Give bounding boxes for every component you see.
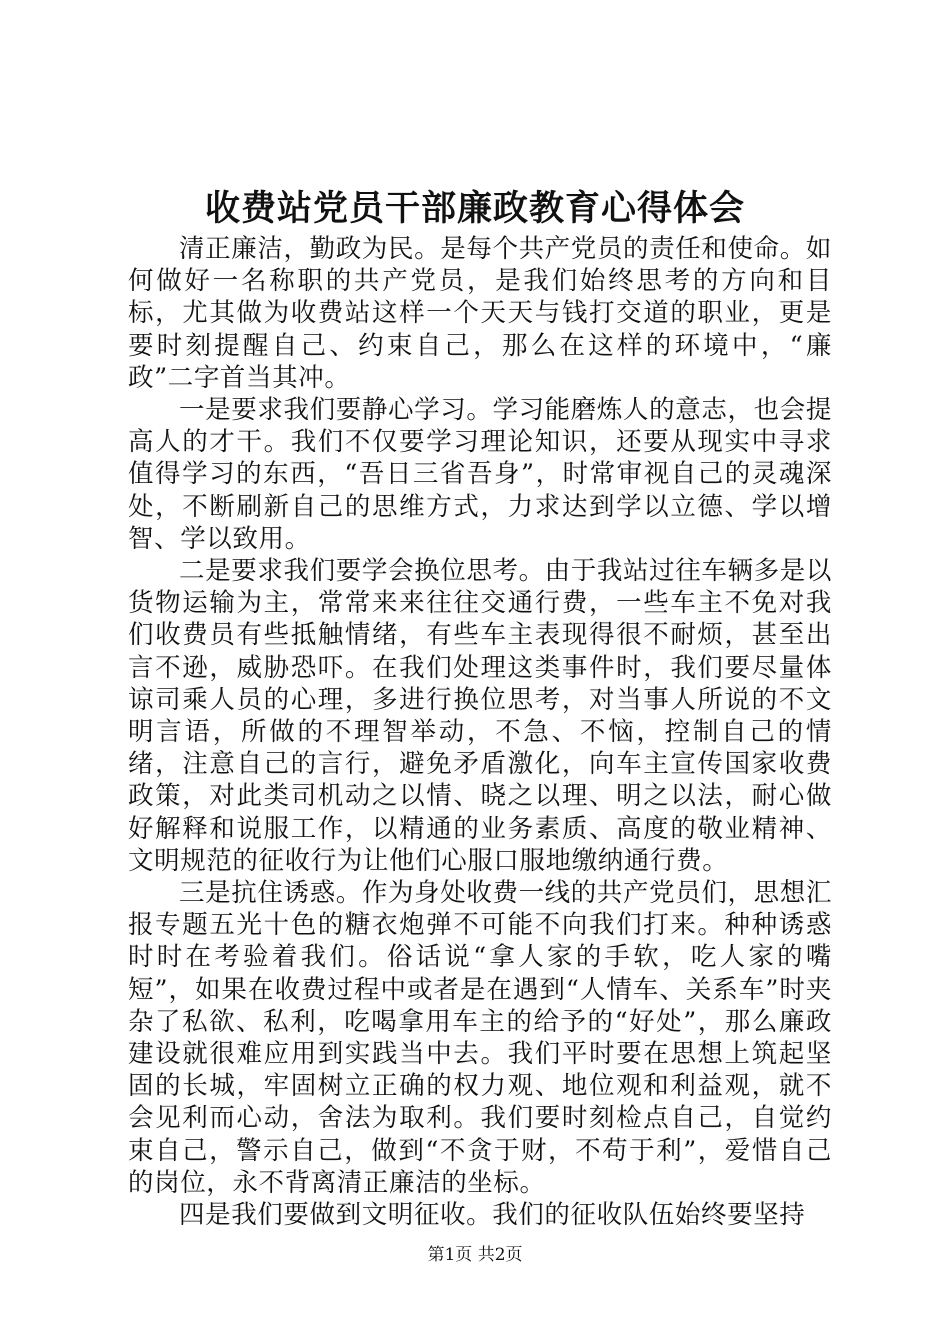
paragraph-intro: 清正廉洁，勤政为民。是每个共产党员的责任和使命。如何做好一名称职的共产党员，是我们始终思考的方向和目标，尤其做为收费站这样一个天天与钱打交道的职业，更是要时刻提醒自己、约束自己，那么在这样的环境中，“廉政”二字首当其冲。 <box>128 234 832 393</box>
paragraph-point-one: 一是要求我们要静心学习。学习能磨炼人的意志，也会提高人的才干。我们不仅要学习理论知识，还要从现实中寻求值得学习的东西，“吾日三省吾身”，时常审视自己的灵魂深处，不断刷新自己的思维方式，力求达到学以立德、学以增智、学以致用。 <box>128 395 832 554</box>
paragraph-point-two: 二是要求我们要学会换位思考。由于我站过往车辆多是以货物运输为主，常常来来往往交通行费，一些车主不免对我们收费员有些抵触情绪，有些车主表现得很不耐烦，甚至出言不逊，威胁恐吓。在我们处理这类事件时，我们要尽量体谅司乘人员的心理，多进行换位思考，对当事人所说的不文明言语，所做的不理智举动，不急、不恼，控制自己的情绪，注意自己的言行，避免矛盾激化，向车主宣传国家收费政策，对此类司机动之以情、晓之以理、明之以法，耐心做好解释和说服工作，以精通的业务素质、高度的敬业精神、文明规范的征收行为让他们心服口服地缴纳通行费。 <box>128 556 832 876</box>
page-number-footer: 第1页 共2页 <box>427 1245 523 1265</box>
document-title: 收费站党员干部廉政教育心得体会 <box>204 188 745 229</box>
paragraph-point-three: 三是抗住诱惑。作为身处收费一线的共产党员们，思想汇报专题五光十色的糖衣炮弹不可能不向我们打来。种种诱惑时时在考验着我们。俗话说“拿人家的手软，吃人家的嘴短”，如果在收费过程中或者是在遇到“人情车、关系车”时夹杂了私欲、私利，吃喝拿用车主的给予的“好处”，那么廉政建设就很难应用到实践当中去。我们平时要在思想上筑起坚固的长城，牢固树立正确的权力观、地位观和利益观，就不会见利而心动，舍法为取利。我们要时刻检点自己，自觉约束自己，警示自己，做到“不贪于财，不苟于利”，爱惜自己的岗位，永不背离清正廉洁的坐标。 <box>128 878 832 1198</box>
paragraph-point-four: 四是我们要做到文明征收。我们的征收队伍始终要坚持 <box>179 1200 806 1231</box>
document-body <box>128 233 832 1231</box>
